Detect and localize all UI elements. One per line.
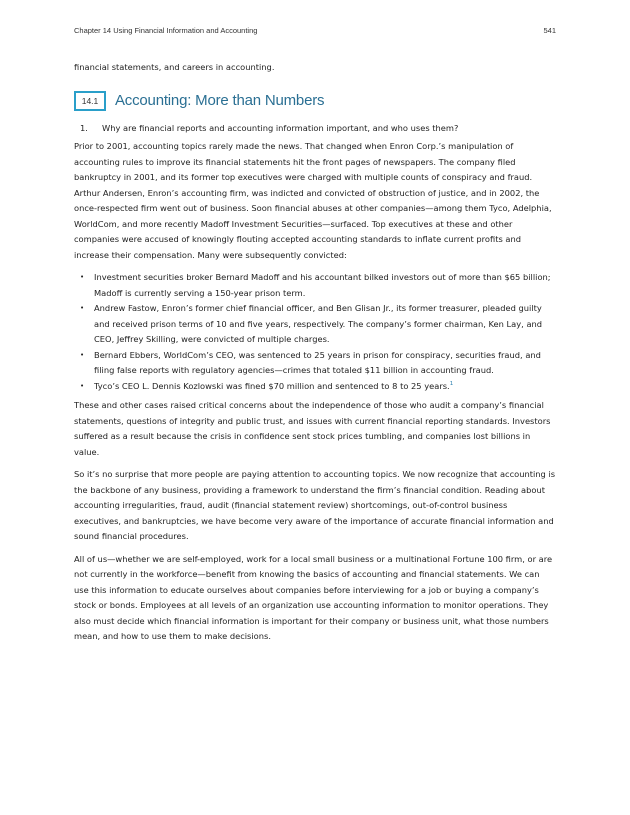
conviction-list [74, 270, 556, 394]
intro-fragment: financial statements, and careers in accounting. [74, 62, 275, 72]
section-title: Accounting: More than Numbers [115, 92, 325, 109]
list-item-text: Bernard Ebbers, WorldCom’s CEO, was sentenced to 25 years in prison for conspiracy, securities fraud, and filing false reports with regulatory agencies—crimes that totaled $11 billion in accounting fraud. [94, 349, 541, 375]
bullet-icon: • [80, 381, 85, 390]
body-paragraph: All of us—whether we are self-employed, work for a local small business or a multinational Fortune 100 firm, or are not currently in the workforce—benefit from knowing the basics of accounting and financial statements. We can use this information to educate ourselves about companies before interviewing for a job or buying a company’s stock or bonds. Employees at all levels of an organization use accounting information to monitor operations. They also must decide which financial information is important for their company or business unit, what those numbers mean, and how to use them to make decisions. [74, 553, 553, 641]
objective-text: Why are financial reports and accounting information important, and who uses them? [102, 122, 459, 133]
bullet-icon: • [80, 304, 85, 312]
body-paragraph: Prior to 2001, accounting topics rarely made the news. That changed when Enron Corp.’s manipulation of accounting rules to improve its financial statements hit the front pages of newspapers. The company filed bankruptcy in 2001, and its former top executives were charged with multiple counts of conspiracy and fraud. Arthur Andersen, Enron’s accounting firm, was indicted and convicted of obstruction of justice, and in 2002, the once-respected firm went out of business. Soon financial abuses at other companies—among them Tyco, Adelphia, WorldCom, and more recently Madoff Investment Securities—surfaced. Top executives at these and other companies were accused of knowingly flouting accepted accounting standards to inflate current profits and increase their compensation. Many were subsequently convicted: [74, 141, 552, 260]
list-item [74, 301, 556, 348]
section-heading [74, 91, 556, 111]
bullet-icon: • [80, 350, 85, 359]
page-content [74, 60, 556, 652]
list-item-text: Andrew Fastow, Enron’s former chief financial officer, and Ben Glisan Jr., its former treasurer, pleaded guilty and received prison terms of 10 and five years, respectively. The company’s former chairman, Ken Lay, and CEO, Jeffrey Skilling, were convicted of multiple charges. [94, 303, 543, 344]
body-paragraph: So it’s no surprise that more people are paying attention to accounting topics. We now recognize that accounting is the backbone of any business, providing a framework to understand the firm’s financial condition. Reading about accounting irregularities, fraud, audit (financial statement review) shortcomings, out-of-control business executives, and bankruptcies, we have become very aware of the importance of accurate financial information and sound financial procedures. [74, 469, 556, 541]
objective-number: 1. [80, 122, 88, 133]
list-item [74, 379, 556, 395]
list-item-text: Investment securities broker Bernard Madoff and his accountant bilked investors out of more than $65 billion; Madoff is currently serving a 150-year prison term. [94, 272, 551, 298]
list-item-text: Tyco’s CEO L. Dennis Kozlowski was fined $70 million and sentenced to 8 to 25 years. [94, 380, 450, 391]
footnote-link[interactable]: 1 [449, 380, 454, 387]
body-paragraph: These and other cases raised critical concerns about the independence of those who audit a company’s financial statements, questions of integrity and public trust, and issues with current financial reporting standards. Investors suffered as a result because the crisis in confidence sent stock prices tumbling, and companies lost billions in value. [74, 400, 551, 457]
bullet-icon: • [80, 273, 85, 281]
list-item [74, 270, 556, 301]
running-header [74, 26, 556, 35]
chapter-title: Chapter 14 Using Financial Information and Accounting [74, 26, 258, 35]
objective-item [74, 121, 556, 137]
page-number: 541 [543, 26, 556, 35]
learning-objectives [74, 121, 556, 137]
section-number-badge: 14.1 [74, 91, 106, 111]
list-item [74, 348, 556, 379]
